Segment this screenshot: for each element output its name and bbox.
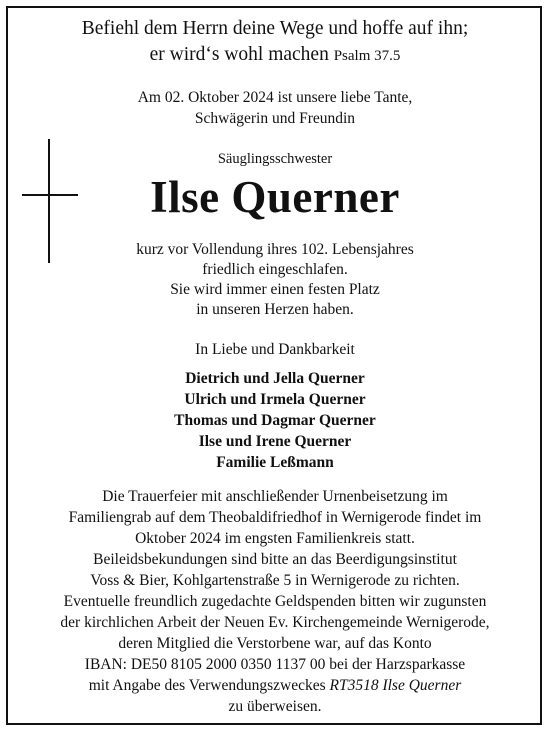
passing-line-3: Sie wird immer einen festen Platz xyxy=(170,281,380,298)
intro-line-1: Am 02. Oktober 2024 ist unsere liebe Tante, xyxy=(137,89,413,106)
deceased-name: Ilse Querner xyxy=(150,172,400,222)
purpose-reference: RT3518 Ilse Querner xyxy=(329,677,462,694)
mourner-3: Thomas und Dagmar Querner xyxy=(174,412,376,429)
mourner-5: Familie Leßmann xyxy=(216,454,334,471)
purpose-prefix: mit Angabe des Verwendungszweckes xyxy=(88,677,330,694)
notice-line-4: Beileidsbekundungen sind bitte an das Beerdigungsinstitut xyxy=(93,551,457,568)
profession: Säuglingsschwester xyxy=(217,151,333,167)
notice-line-5: Voss & Bier, Kohlgartenstraße 5 in Wernigerode zu richten. xyxy=(90,572,460,589)
notice-line-9: IBAN: DE50 8105 2000 0350 1137 00 bei der Harzsparkasse xyxy=(84,656,466,673)
passing-line-4: in unseren Herzen haben. xyxy=(196,301,354,318)
mourner-4: Ilse und Irene Querner xyxy=(198,433,352,450)
mourner-1: Dietrich und Jella Querner xyxy=(185,370,365,387)
motto-text: er wird‘s wohl machen xyxy=(149,44,329,65)
passing-line-2: friedlich eingeschlafen. xyxy=(202,261,348,278)
notice-line-6: Eventuelle freundlich zugedachte Geldspenden bitten wir zugunsten xyxy=(63,593,487,610)
notice-line-8: deren Mitglied die Verstorbene war, auf das Konto xyxy=(118,635,432,652)
motto-line-1: Befiehl dem Herrn deine Wege und hoffe auf ihn; xyxy=(81,18,469,39)
motto-line-2 xyxy=(0,44,550,66)
closing-line: zu überweisen. xyxy=(228,698,322,715)
intro-line-2: Schwägerin und Freundin xyxy=(194,110,356,127)
notice-line-1: Die Trauerfeier mit anschließender Urnenbeisetzung im xyxy=(102,488,448,505)
mourner-2: Ulrich und Irmela Querner xyxy=(184,391,366,408)
notice-line-3: Oktober 2024 im engsten Familienkreis statt. xyxy=(135,530,415,547)
notice-line-7: der kirchlichen Arbeit der Neuen Ev. Kirchengemeinde Wernigerode, xyxy=(60,614,490,631)
dedication: In Liebe und Dankbarkeit xyxy=(195,341,355,358)
psalm-reference: Psalm 37.5 xyxy=(333,48,401,64)
passing-line-1: kurz vor Vollendung ihres 102. Lebensjahres xyxy=(136,241,414,258)
notice-line-2: Familiengrab auf dem Theobaldifriedhof in Wernigerode findet im xyxy=(68,509,482,526)
purpose-line xyxy=(0,677,550,695)
